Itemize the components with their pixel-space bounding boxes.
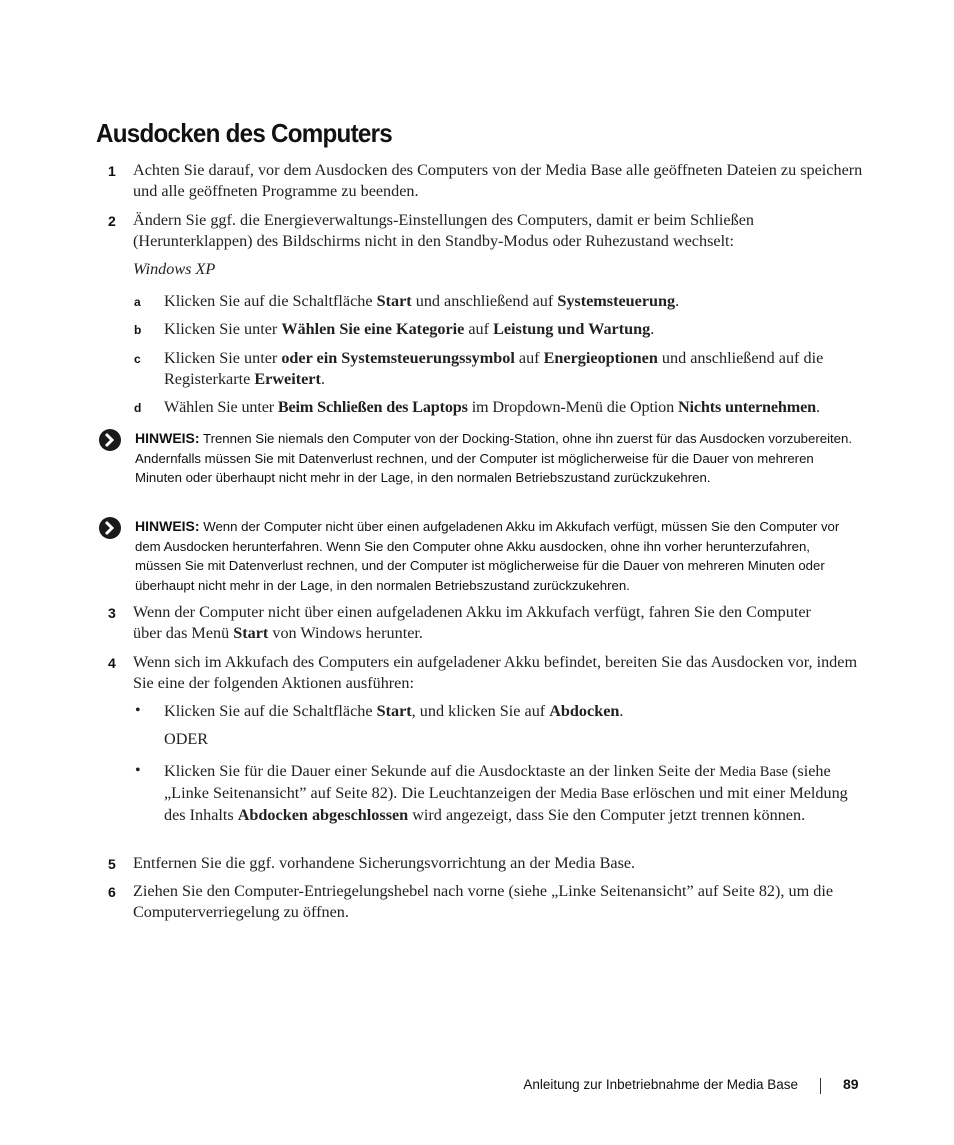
bullet-symbol: • xyxy=(135,762,141,779)
substep-text: Klicken Sie unter Wählen Sie eine Kategorie auf Leistung und Wartung. xyxy=(164,320,655,338)
step-number: 1 xyxy=(108,163,116,179)
step-text: Wenn der Computer nicht über einen aufgeladenen Akku im Akkufach verfügt, fahren Sie den Computer über das Menü Start von Windows herunter. xyxy=(133,603,811,642)
notice-icon xyxy=(98,428,122,452)
step-text: Ziehen Sie den Computer-Entriegelungshebel nach vorne (siehe „Linke Seitenansicht” auf Seite 82), um die Computerverriegelung zu öffnen. xyxy=(133,882,834,921)
notice-icon xyxy=(98,516,122,540)
footer-title: Anleitung zur Inbetriebnahme der Media Base xyxy=(523,1077,798,1092)
substep-text: Klicken Sie unter oder ein Systemsteuerungssymbol auf Energieoptionen und anschließend auf die Registerkarte Erweitert. xyxy=(164,349,824,388)
step-number: 3 xyxy=(108,605,116,621)
bullet-symbol: • xyxy=(135,702,141,719)
os-label: Windows XP xyxy=(133,260,216,278)
substep-letter: d xyxy=(134,401,142,415)
step-number: 4 xyxy=(108,655,116,671)
substep-letter: c xyxy=(134,352,141,366)
or-label: ODER xyxy=(164,730,209,748)
page-title: Ausdocken des Computers xyxy=(96,118,392,148)
notice-text: HINWEIS: Wenn der Computer nicht über einen aufgeladenen Akku im Akkufach verfügt, müssen Sie den Computer vor dem Ausdocken herunterfahren. Wenn Sie den Computer ohne Akku ausdocken, ohne ihn vorher herunterzufahren, müssen Sie mit Datenverlust rechnen, und der Computer ist möglicherweise für die Dauer von mehreren Minuten oder überhaupt nicht mehr in der Lage, in den normalen Betriebszustand zurückzukehren. xyxy=(135,518,840,593)
substep-text: Klicken Sie auf die Schaltfläche Start und anschließend auf Systemsteuerung. xyxy=(164,292,680,310)
step-text: Achten Sie darauf, vor dem Ausdocken des Computers von der Media Base alle geöffneten Dateien zu speichern und alle geöffneten Programme zu beenden. xyxy=(133,161,863,200)
step-number: 5 xyxy=(108,856,116,872)
footer-divider xyxy=(820,1078,821,1094)
step-text: Ändern Sie ggf. die Energieverwaltungs-Einstellungen des Computers, damit er beim Schließen (Herunterklappen) des Bildschirms nicht in den Standby-Modus oder Ruhezustand wechselt: xyxy=(133,211,754,250)
substep-letter: a xyxy=(134,295,141,309)
step-number: 2 xyxy=(108,213,116,229)
step-number: 6 xyxy=(108,884,116,900)
step-text: Entfernen Sie die ggf. vorhandene Sicherungsvorrichtung an der Media Base. xyxy=(133,854,636,872)
notice-text: HINWEIS: Trennen Sie niemals den Computer von der Docking-Station, ohne ihn zuerst für das Ausdocken vorzubereiten. Andernfalls müssen Sie mit Datenverlust rechnen, und der Computer ist möglicherweise für die Dauer von mehreren Minuten oder überhaupt nicht mehr in der Lage, in den normalen Betriebszustand zurückzukehren. xyxy=(135,430,852,485)
bullet-text: Klicken Sie für die Dauer einer Sekunde auf die Ausdocktaste an der linken Seite der Media Base (siehe „Linke Seitenansicht” auf Seite 82). Die Leuchtanzeigen der Media Base erlöschen und mit einer Meldung des Inhalts Abdocken abgeschlossen wird angezeigt, dass Sie den Computer jetzt trennen können. xyxy=(164,762,848,824)
page-number: 89 xyxy=(843,1076,859,1092)
step-text: Wenn sich im Akkufach des Computers ein aufgeladener Akku befindet, bereiten Sie das Ausdocken vor, indem Sie eine der folgenden Aktionen ausführen: xyxy=(133,653,858,692)
bullet-text: Klicken Sie auf die Schaltfläche Start, und klicken Sie auf Abdocken. xyxy=(164,702,624,720)
substep-letter: b xyxy=(134,323,142,337)
substep-text: Wählen Sie unter Beim Schließen des Laptops im Dropdown-Menü die Option Nichts unternehmen. xyxy=(164,398,820,416)
